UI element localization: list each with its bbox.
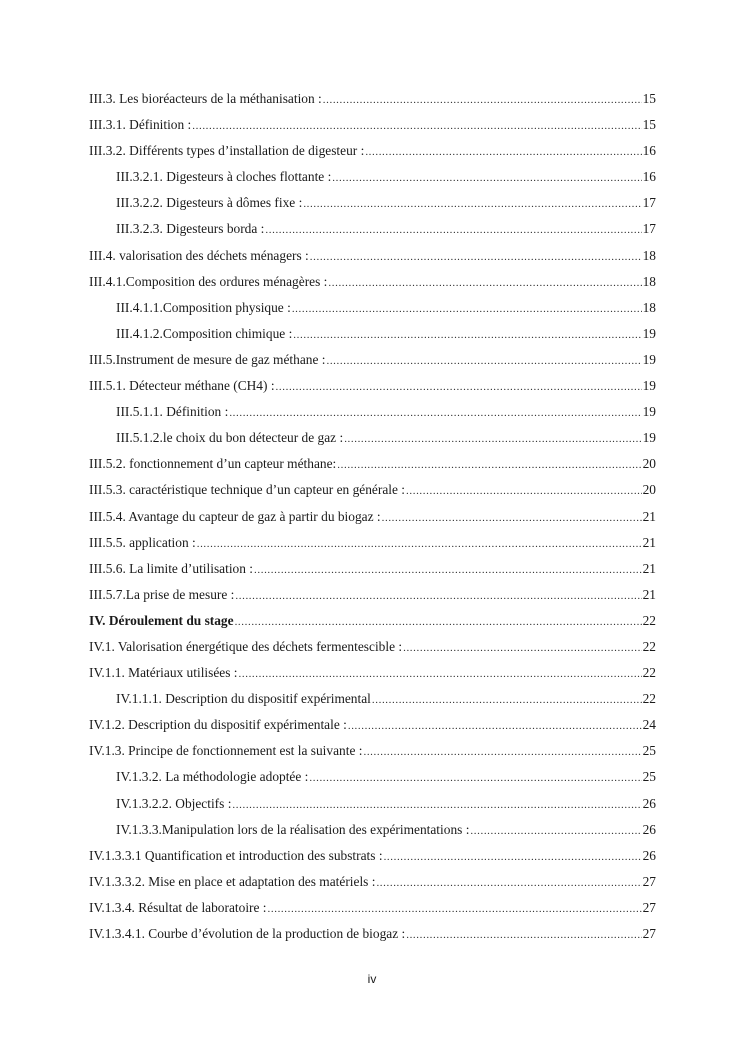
dot-leader — [239, 661, 642, 687]
toc-entry[interactable] — [89, 738, 656, 764]
dot-leader — [235, 609, 642, 635]
toc-entry-page: 18 — [642, 247, 656, 263]
toc-entry-page: 22 — [642, 612, 656, 628]
toc-entry-title: IV. Déroulement du stage — [89, 612, 234, 628]
dot-leader — [403, 635, 642, 661]
dot-leader — [232, 792, 641, 818]
dot-leader — [365, 139, 641, 165]
dot-leader — [192, 113, 641, 139]
toc-entry-page: 20 — [642, 482, 656, 498]
dot-leader — [376, 870, 641, 896]
dot-leader — [268, 896, 642, 922]
toc-entry-page: 26 — [642, 821, 656, 837]
dot-leader — [229, 400, 641, 426]
toc-entry-page: 22 — [642, 638, 656, 654]
toc-entry[interactable] — [89, 347, 656, 373]
dot-leader — [276, 374, 642, 400]
toc-entry-title: III.5.2. fonctionnement d’un capteur méthane: — [89, 456, 337, 472]
dot-leader — [406, 478, 642, 504]
toc-entry-page: 21 — [642, 508, 656, 524]
toc-entry-chapter[interactable] — [89, 608, 656, 634]
dot-leader — [470, 818, 641, 844]
toc-entry-title: III.5.1. Détecteur méthane (CH4) : — [89, 378, 275, 394]
toc-entry[interactable] — [89, 190, 656, 216]
dot-leader — [384, 844, 642, 870]
toc-entry-page: 25 — [642, 743, 656, 759]
toc-entry[interactable] — [89, 634, 656, 660]
dot-leader — [337, 452, 641, 478]
toc-entry-page: 25 — [642, 769, 656, 785]
toc-entry-page: 19 — [642, 430, 656, 446]
dot-leader — [348, 713, 642, 739]
toc-entry-title: III.3.2.2. Digesteurs à dômes fixe : — [116, 195, 303, 211]
toc-entry[interactable] — [89, 582, 656, 608]
dot-leader — [372, 687, 642, 713]
toc-entry-page: 21 — [642, 586, 656, 602]
toc-entry-title: IV.1.1.1. Description du dispositif expérimental — [116, 691, 371, 707]
toc-entry[interactable] — [89, 477, 656, 503]
toc-entry-page: 20 — [642, 456, 656, 472]
toc-entry[interactable] — [89, 216, 656, 242]
toc-entry-page: 16 — [642, 169, 656, 185]
toc-entry-page: 21 — [642, 560, 656, 576]
toc-entry-page: 21 — [642, 534, 656, 550]
toc-entry-page: 19 — [642, 404, 656, 420]
dot-leader — [332, 165, 641, 191]
toc-entry-title: IV.1.3.4. Résultat de laboratoire : — [89, 899, 267, 915]
toc-entry-page: 27 — [642, 899, 656, 915]
dot-leader — [303, 191, 641, 217]
toc-entry[interactable] — [89, 86, 656, 112]
toc-entry-page: 17 — [642, 221, 656, 237]
toc-entry-title: IV.1.2. Description du dispositif expérimentale : — [89, 717, 347, 733]
toc-entry-title: III.5.5. application : — [89, 534, 196, 550]
toc-entry-title: III.3.1. Définition : — [89, 117, 192, 133]
toc-entry-title: IV.1.3.2.2. Objectifs : — [116, 795, 232, 811]
toc-entry-page: 19 — [642, 325, 656, 341]
toc-entry-title: III.3.2.1. Digesteurs à cloches flottante : — [116, 169, 332, 185]
toc-entry-page: 16 — [642, 143, 656, 159]
toc-entry[interactable] — [89, 504, 656, 530]
table-of-contents — [89, 86, 656, 947]
toc-entry-title: IV.1.3.3.1 Quantification et introduction des substrats : — [89, 847, 383, 863]
toc-entry-title: III.4. valorisation des déchets ménagers : — [89, 247, 309, 263]
dot-leader — [309, 765, 641, 791]
dot-leader — [382, 505, 642, 531]
toc-entry-title: III.3.2.3. Digesteurs borda : — [116, 221, 265, 237]
dot-leader — [197, 531, 642, 557]
toc-entry-page: 19 — [642, 351, 656, 367]
toc-entry-title: III.5.7.La prise de mesure : — [89, 586, 235, 602]
dot-leader — [265, 217, 641, 243]
toc-entry-title: III.3. Les bioréacteurs de la méthanisation : — [89, 91, 322, 106]
toc-entry-title: III.5.6. La limite d’utilisation : — [89, 560, 254, 576]
dot-leader — [235, 583, 641, 609]
dot-leader — [323, 87, 642, 113]
toc-entry-page: 18 — [642, 299, 656, 315]
toc-entry[interactable] — [89, 764, 656, 790]
toc-entry-page: 18 — [642, 273, 656, 289]
toc-entry[interactable] — [89, 425, 656, 451]
dot-leader — [310, 244, 642, 270]
toc-entry[interactable] — [89, 660, 656, 686]
toc-entry[interactable] — [89, 138, 656, 164]
toc-entry-page: 17 — [642, 195, 656, 211]
toc-entry[interactable] — [89, 843, 656, 869]
toc-entry[interactable] — [89, 921, 656, 947]
toc-entry-title: IV.1.3.3.2. Mise en place et adaptation des matériels : — [89, 873, 376, 889]
toc-entry[interactable] — [89, 295, 656, 321]
toc-entry-page: 15 — [642, 91, 656, 106]
dot-leader — [344, 426, 641, 452]
dot-leader — [326, 348, 641, 374]
toc-entry-page: 22 — [642, 691, 656, 707]
dot-leader — [292, 296, 642, 322]
toc-entry[interactable] — [89, 321, 656, 347]
toc-entry-title: IV.1. Valorisation énergétique des déchets fermentescible : — [89, 638, 403, 654]
toc-entry-title: IV.1.1. Matériaux utilisées : — [89, 665, 238, 681]
toc-entry-page: 19 — [642, 378, 656, 394]
toc-entry-title: IV.1.3.3.Manipulation lors de la réalisation des expérimentations : — [116, 821, 470, 837]
toc-entry[interactable] — [89, 164, 656, 190]
toc-entry[interactable] — [89, 556, 656, 582]
toc-entry-title: III.4.1.2.Composition chimique : — [116, 325, 293, 341]
toc-entry[interactable] — [89, 791, 656, 817]
toc-entry-title: III.5.Instrument de mesure de gaz méthane : — [89, 351, 326, 367]
toc-entry-page: 26 — [642, 847, 656, 863]
toc-entry-page: 27 — [642, 873, 656, 889]
toc-entry-title: III.4.1.Composition des ordures ménagères : — [89, 273, 328, 289]
toc-entry-page: 27 — [642, 926, 656, 941]
page-number: iv — [367, 972, 377, 986]
toc-entry[interactable] — [89, 243, 656, 269]
toc-entry[interactable] — [89, 112, 656, 138]
toc-entry-page: 22 — [642, 665, 656, 681]
dot-leader — [293, 322, 641, 348]
toc-entry-title: IV.1.3. Principe de fonctionnement est la suivante : — [89, 743, 363, 759]
toc-entry[interactable] — [89, 399, 656, 425]
toc-entry-title: III.5.4. Avantage du capteur de gaz à partir du biogaz : — [89, 508, 381, 524]
toc-entry-title: III.5.1.1. Définition : — [116, 404, 229, 420]
toc-entry[interactable] — [89, 451, 656, 477]
toc-entry-title: III.5.1.2.le choix du bon détecteur de gaz : — [116, 430, 344, 446]
dot-leader — [328, 270, 641, 296]
toc-entry[interactable] — [89, 530, 656, 556]
toc-entry-title: III.4.1.1.Composition physique : — [116, 299, 291, 315]
toc-entry-title: IV.1.3.4.1. Courbe d’évolution de la production de biogaz : — [89, 926, 406, 941]
toc-entry-title: III.3.2. Différents types d’installation de digesteur : — [89, 143, 365, 159]
toc-entry-page: 15 — [642, 117, 656, 133]
toc-entry-title: IV.1.3.2. La méthodologie adoptée : — [116, 769, 309, 785]
dot-leader — [363, 739, 641, 765]
toc-entry[interactable] — [89, 686, 656, 712]
toc-entry[interactable] — [89, 869, 656, 895]
dot-leader — [406, 922, 641, 948]
toc-entry[interactable] — [89, 895, 656, 921]
toc-entry-title: III.5.3. caractéristique technique d’un capteur en générale : — [89, 482, 406, 498]
toc-entry[interactable] — [89, 817, 656, 843]
dot-leader — [254, 557, 642, 583]
toc-entry[interactable] — [89, 373, 656, 399]
toc-entry[interactable] — [89, 712, 656, 738]
toc-entry-page: 24 — [642, 717, 656, 733]
toc-entry-page: 26 — [642, 795, 656, 811]
toc-entry[interactable] — [89, 269, 656, 295]
